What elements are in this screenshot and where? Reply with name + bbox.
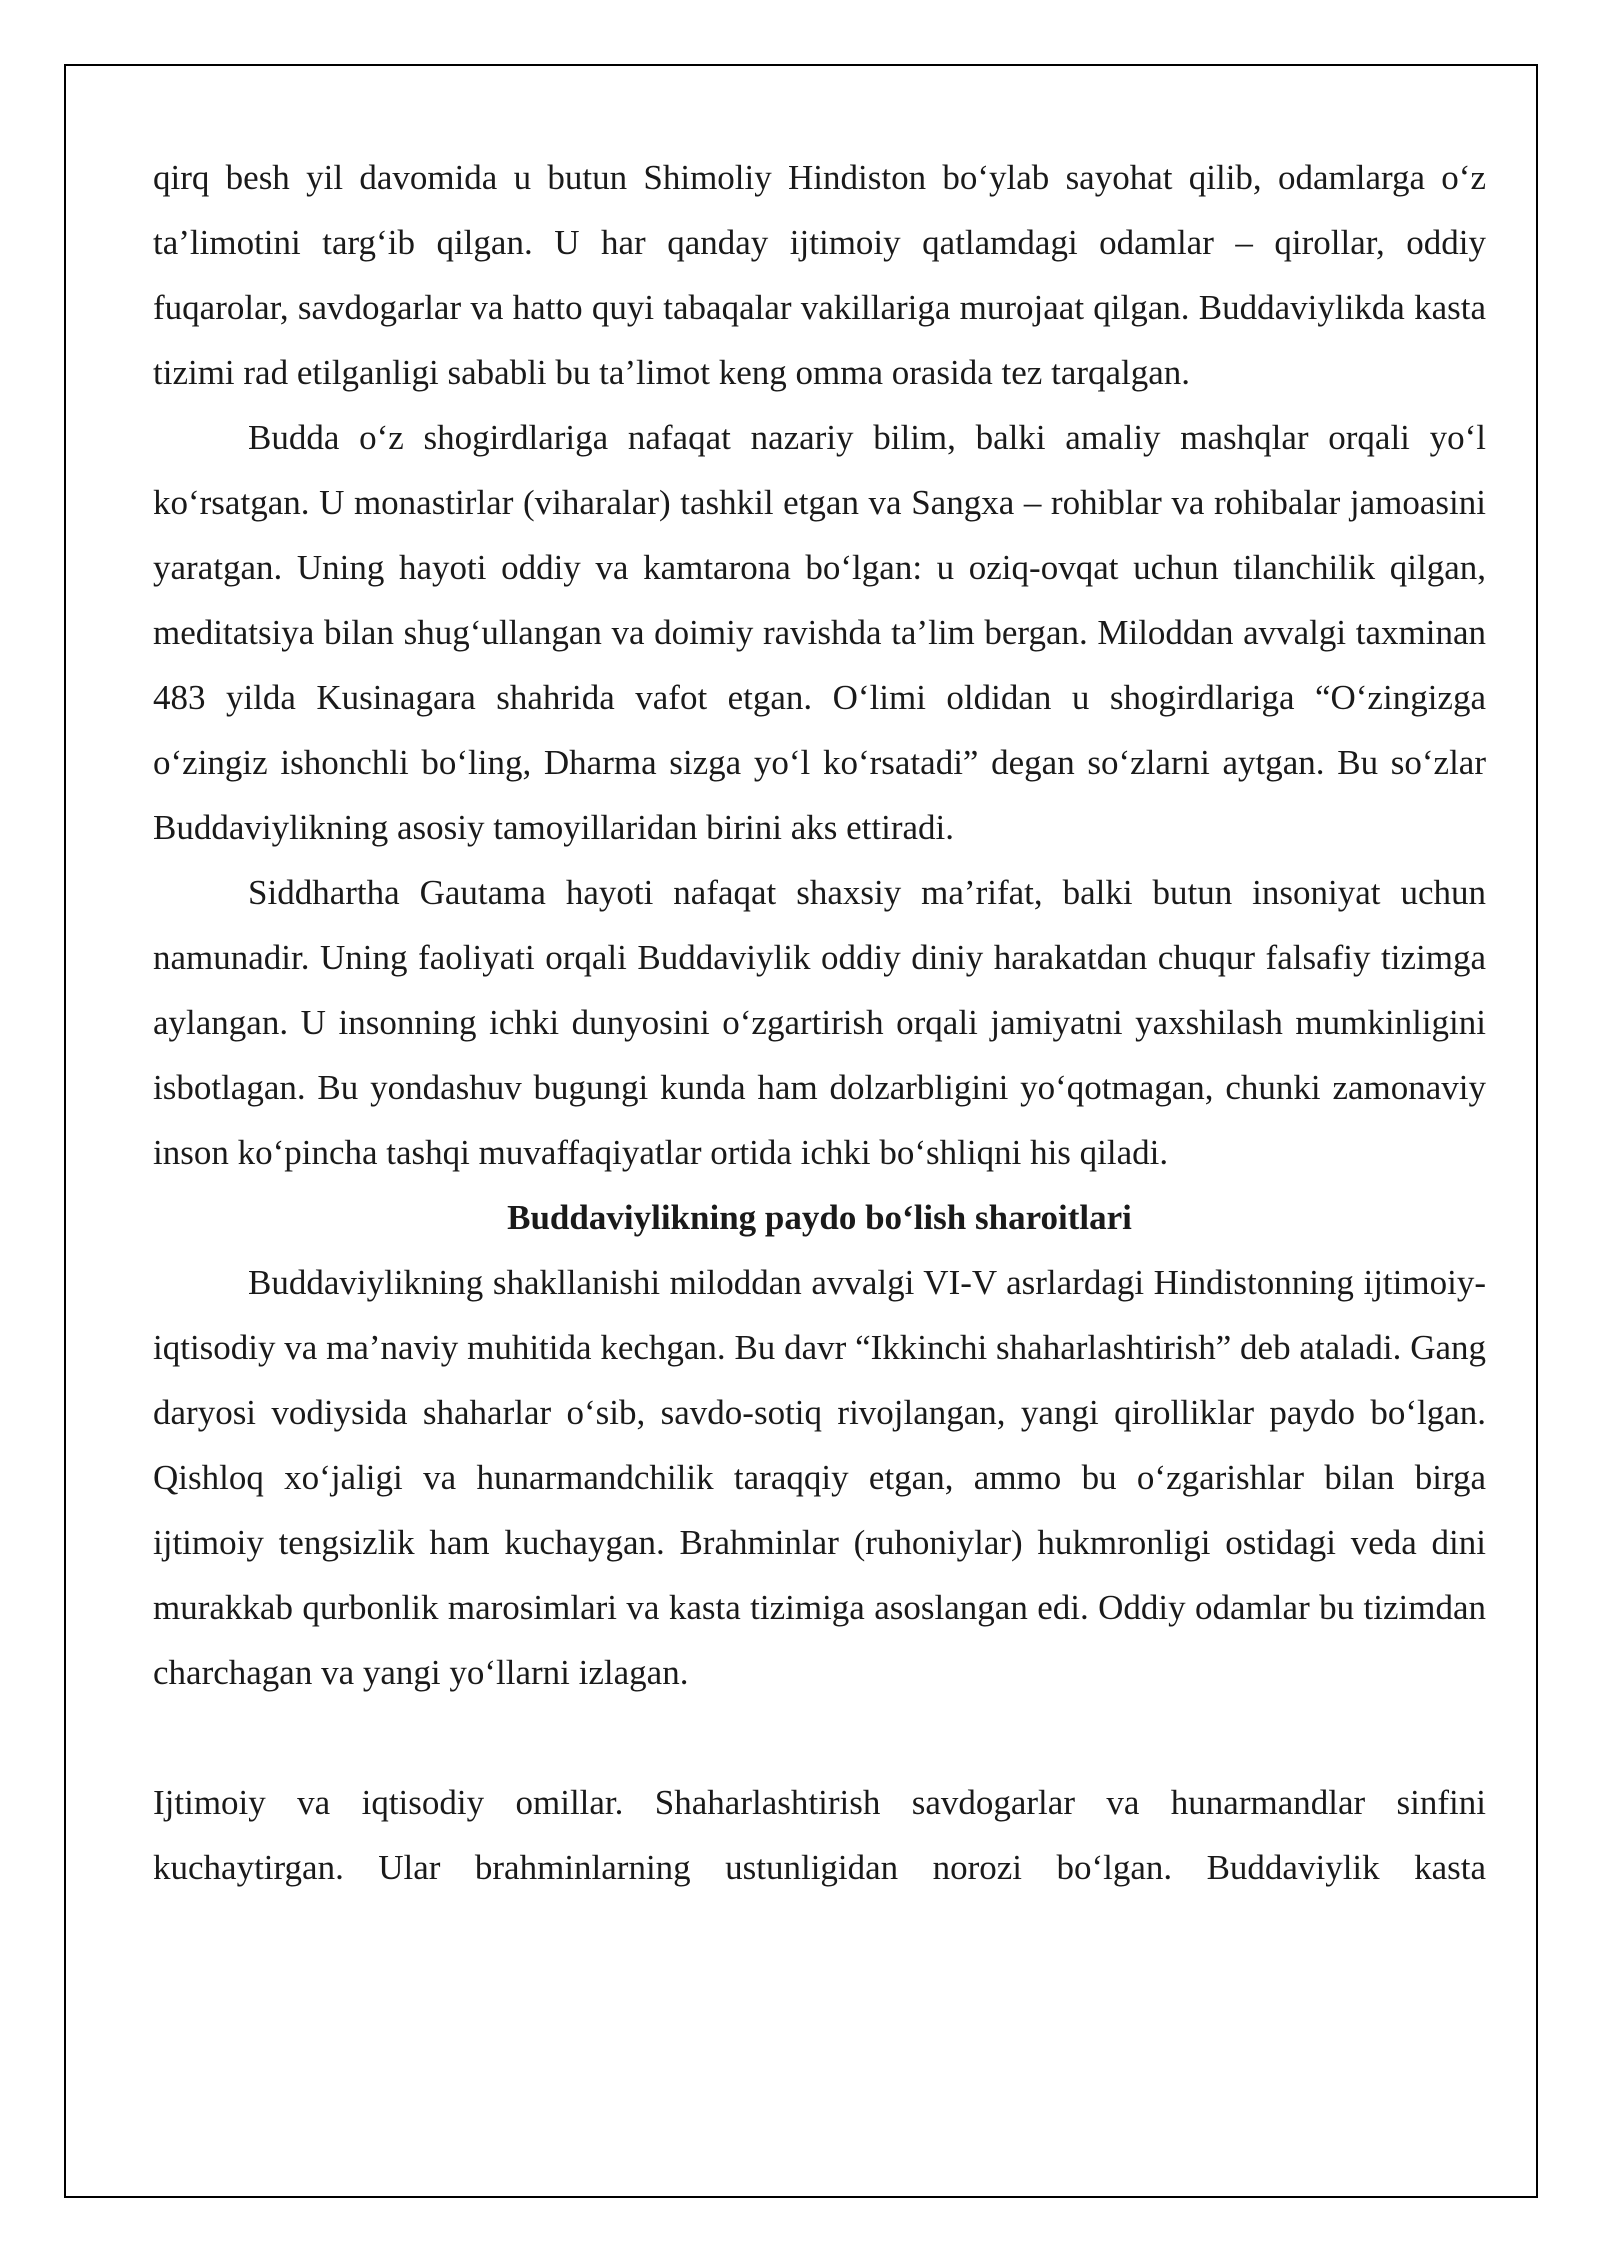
paragraph-2: Budda o‘z shogirdlariga nafaqat nazariy bilim, balki amaliy mashqlar orqali yo‘l ko‘rsatgan. U monastirlar (viharalar) tashkil etgan va Sangxa – rohiblar va rohibalar jamoasini yaratgan. Uning hayoti oddiy va kamtarona bo‘lgan: u oziq-ovqat uchun tilanchilik qilgan, meditatsiya bilan shug‘ullangan va doimiy ravishda ta’lim bergan. Miloddan avvalgi taxminan 483 yilda Kusinagara shahrida vafot etgan. O‘limi oldidan u shogirdlariga “O‘zingizga o‘zingiz ishonchli bo‘ling, Dharma sizga yo‘l ko‘rsatadi” degan so‘zlarni aytgan. Bu so‘zlar Buddaviylikning asosiy tamoyillaridan birini aks ettiradi.: [153, 418, 1486, 847]
paragraph-4: Buddaviylikning shakllanishi miloddan avvalgi VI-V asrlardagi Hindistonning ijtimoiy-iqtisodiy va ma’naviy muhitida kechgan. Bu davr “Ikkinchi shaharlashtirish” deb ataladi. Gang daryosi vodiysida shaharlar o‘sib, savdo-sotiq rivojlangan, yangi qirolliklar paydo bo‘lgan. Qishloq xo‘jaligi va hunarmandchilik taraqqiy etgan, ammo bu o‘zgarishlar bilan birga ijtimoiy tengsizlik ham kuchaygan. Brahminlar (ruhoniylar) hukmronligi ostidagi veda dini murakkab qurbonlik marosimlari va kasta tizimiga asoslangan edi. Oddiy odamlar bu tizimdan charchagan va yangi yo‘llarni izlagan.: [153, 1263, 1486, 1692]
blank-line: [153, 1705, 1486, 1770]
section-heading: Buddaviylikning paydo bo‘lish sharoitlari: [507, 1198, 1132, 1237]
document-body: [153, 145, 1486, 1900]
paragraph-1: qirq besh yil davomida u butun Shimoliy Hindiston bo‘ylab sayohat qilib, odamlarga o‘z ta’limotini targ‘ib qilgan. U har qanday ijtimoiy qatlamdagi odamlar – qirollar, oddiy fuqarolar, savdogarlar va hatto quyi tabaqalar vakillariga murojaat qilgan. Buddaviylikda kasta tizimi rad etilganligi sababli bu ta’limot keng omma orasida tez tarqalgan.: [153, 158, 1486, 392]
paragraph-5-last-line-cut: Ijtimoiy va iqtisodiy omillar. Shaharlashtirish savdogarlar va hunarmandlar sinfini kuchaytirgan. Ular brahminlarning ustunligidan norozi bo‘lgan. Buddaviylik kasta: [153, 1783, 1486, 1887]
paragraph-3: Siddhartha Gautama hayoti nafaqat shaxsiy ma’rifat, balki butun insoniyat uchun namunadir. Uning faoliyati orqali Buddaviylik oddiy diniy harakatdan chuqur falsafiy tizimga aylangan. U insonning ichki dunyosini o‘zgartirish orqali jamiyatni yaxshilash mumkinligini isbotlagan. Bu yondashuv bugungi kunda ham dolzarbligini yo‘qotmagan, chunki zamonaviy inson ko‘pincha tashqi muvaffaqiyatlar ortida ichki bo‘shliqni his qiladi.: [153, 873, 1486, 1172]
